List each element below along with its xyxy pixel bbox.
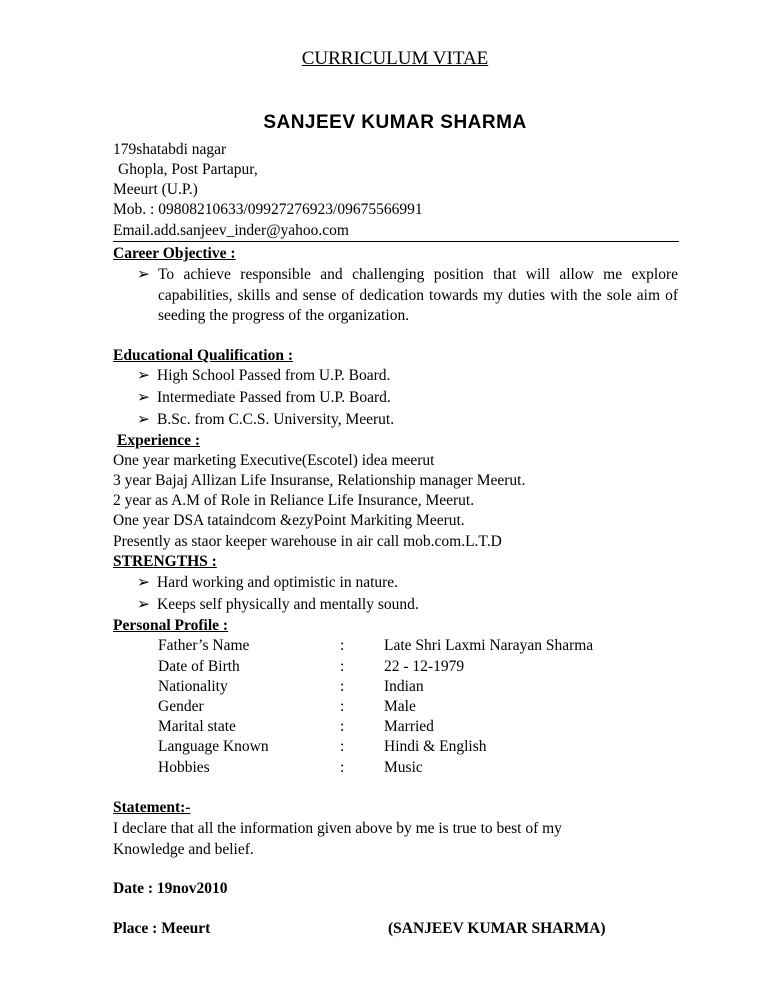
statement-text: I declare that all the information given above by me is true to best of my Knowledge and belief. <box>113 820 562 858</box>
education-item-text: Intermediate Passed from U.P. Board. <box>157 389 391 406</box>
date-line: Date : 19nov2010 <box>113 880 228 897</box>
experience-heading: Experience : <box>117 432 201 449</box>
personal-value: Married <box>384 718 434 735</box>
personal-profile-heading: Personal Profile : <box>113 617 229 634</box>
address-line-2: Ghopla, Post Partapur, <box>118 161 258 178</box>
document-title: CURRICULUM VITAE <box>301 48 489 69</box>
personal-colon: : <box>340 738 345 755</box>
personal-label: Gender <box>158 698 204 715</box>
personal-value: Male <box>384 698 416 715</box>
personal-colon: : <box>340 678 345 695</box>
strength-item <box>137 573 398 593</box>
personal-value: Music <box>384 759 423 776</box>
personal-label: Language Known <box>158 738 269 755</box>
strength-item-text: Hard working and optimistic in nature. <box>157 574 399 591</box>
education-item <box>137 410 394 430</box>
personal-colon: : <box>340 698 345 715</box>
strength-item <box>137 595 419 615</box>
personal-colon: : <box>340 637 345 654</box>
personal-label: Date of Birth <box>158 658 240 675</box>
signature-name: (SANJEEV KUMAR SHARMA) <box>388 920 606 937</box>
personal-label: Father’s Name <box>158 637 250 654</box>
personal-value: Indian <box>384 678 424 695</box>
education-heading: Educational Qualification : <box>113 347 293 364</box>
arrow-bullet-icon: ➢ <box>137 596 150 613</box>
experience-item: 3 year Bajaj Allizan Life Insuranse, Relationship manager Meerut. <box>113 472 526 489</box>
experience-item: One year marketing Executive(Escotel) idea meerut <box>113 452 435 469</box>
personal-label: Nationality <box>158 678 228 695</box>
personal-value: 22 - 12-1979 <box>384 658 465 675</box>
personal-colon: : <box>340 718 345 735</box>
place-line: Place : Meeurt <box>113 920 211 937</box>
personal-label: Marital state <box>158 718 236 735</box>
personal-label: Hobbies <box>158 759 210 776</box>
career-objective-text: To achieve responsible and challenging position that will allow me explore capabilities, skills and sense of dedication towards my duties with the sole aim of seeding the progress of the organization. <box>158 266 678 324</box>
education-item <box>137 366 390 386</box>
candidate-name: SANJEEV KUMAR SHARMA <box>263 112 527 133</box>
experience-item: One year DSA tataindcom &ezyPoint Markiting Meerut. <box>113 512 465 529</box>
personal-colon: : <box>340 658 345 675</box>
arrow-bullet-icon: ➢ <box>137 411 150 428</box>
education-item-text: B.Sc. from C.C.S. University, Meerut. <box>157 411 395 428</box>
strength-item-text: Keeps self physically and mentally sound. <box>157 596 419 613</box>
address-line-3: Meeurt (U.P.) <box>113 181 198 198</box>
arrow-bullet-icon: ➢ <box>137 367 150 384</box>
personal-value: Late Shri Laxmi Narayan Sharma <box>384 637 594 654</box>
experience-item: Presently as staor keeper warehouse in air call mob.com.L.T.D <box>113 533 502 550</box>
career-bullet-arrow <box>137 265 157 285</box>
arrow-bullet-icon: ➢ <box>137 266 150 283</box>
horizontal-rule <box>113 241 679 242</box>
education-item-text: High School Passed from U.P. Board. <box>157 367 391 384</box>
career-objective-heading: Career Objective : <box>113 245 236 262</box>
strengths-heading: STRENGTHS : <box>113 553 217 570</box>
education-item <box>137 388 391 408</box>
mobile-numbers: Mob. : 09808210633/09927276923/09675566991 <box>113 201 423 218</box>
statement-heading: Statement:- <box>113 799 191 816</box>
experience-item: 2 year as A.M of Role in Reliance Life Insurance, Meerut. <box>113 492 475 509</box>
arrow-bullet-icon: ➢ <box>137 389 150 406</box>
personal-colon: : <box>340 759 345 776</box>
email-address: Email.add.sanjeev_inder@yahoo.com <box>113 222 349 239</box>
address-line-1: 179shatabdi nagar <box>113 141 227 158</box>
personal-value: Hindi & English <box>384 738 487 755</box>
arrow-bullet-icon: ➢ <box>137 574 150 591</box>
